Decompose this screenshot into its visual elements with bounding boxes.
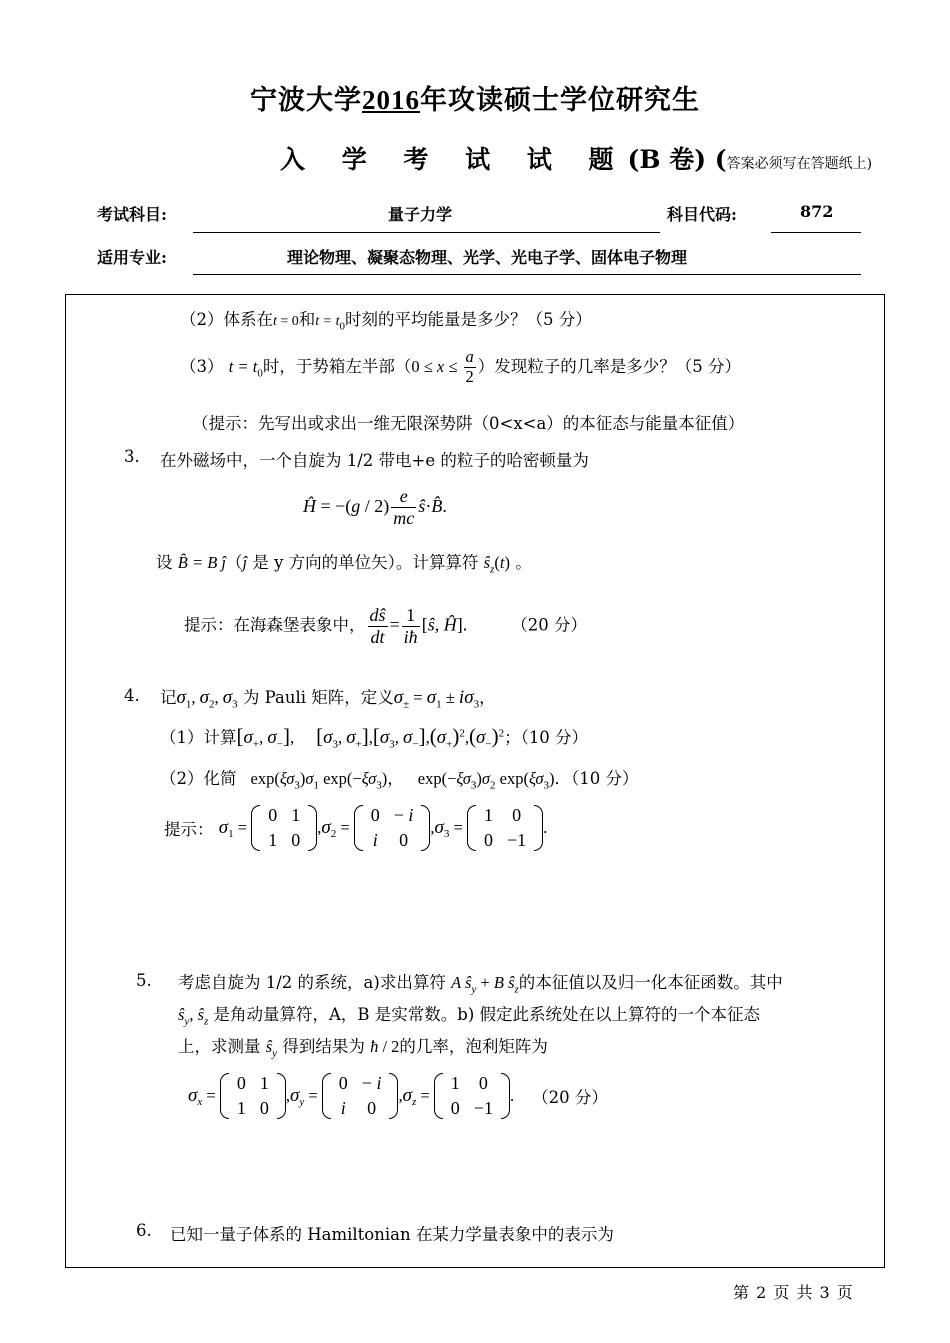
q5-number: 5. xyxy=(136,971,152,990)
q4-part1: （1）计算[$\sigma_+$, $\sigma_-$], [$\sigma_3$, $\sigma_+],[\sigma_3$, $\sigma_-],(\sigma_+)^2,(\sigma_-)^2$；（10 分） xyxy=(160,724,589,751)
exam-subtitle: 入 学 考 试 试 题(B 卷) (答案必须写在答题纸上) xyxy=(280,145,873,174)
code-label: 科目代码: xyxy=(667,205,737,224)
q3-number: 3. xyxy=(124,447,140,466)
q2-hint: （提示：先写出或求出一维无限深势阱（0<x<a）的本征态与能量本征值） xyxy=(192,414,745,433)
q2-part3: （3） $t = t_0$时，于势箱左半部（0 ≤ x ≤ $\frac{a}{2}$ ）发现粒子的几率是多少？（5 分） xyxy=(180,347,742,386)
q5-line3: 上，求测量 $ŝ_y$ 得到结果为 ħ / 2的几率，泡利矩阵为 xyxy=(178,1037,548,1060)
q5-line1: 考虑自旋为 1/2 的系统，a)求出算符 A $ŝ_y + B$ $ŝ_z$的本征值以及归一化本征函数。其中 xyxy=(178,973,783,996)
subject-label: 考试科目: xyxy=(97,205,167,224)
q2-part2: （2）体系在t = 0和$t = t_0$时刻的平均能量是多少？（5 分） xyxy=(180,310,592,333)
exam-year: 2016 xyxy=(362,85,420,115)
q5-pauli-matrices: $\sigma_x$ = 0 1 1 0 $,\sigma_y$ = 0 − i i 0 $,\sigma_z$ = 1 0 0 −1 . （20 分） xyxy=(188,1071,608,1121)
q3-hint: 提示：在海森堡表象中， $\frac{dŝ}{dt}$ = $\frac{1}{iħ}$ [ŝ, Ĥ]. （20 分） xyxy=(184,605,587,647)
q4-number: 4. xyxy=(124,686,140,705)
q4-hint: 提示： $\sigma_1$ = 0 1 1 0 $,\sigma_2$ = 0 − i i 0 $,\sigma_3$ = 1 0 0 −1 . xyxy=(164,803,547,853)
page-number: 第 2 页 共 3 页 xyxy=(733,1283,854,1302)
subject-value: 量子力学 xyxy=(388,205,453,224)
q6-number: 6. xyxy=(136,1221,152,1240)
q3-hamiltonian-formula: Ĥ = −(g / 2) $\frac{e}{mc}$ ŝ·B̂. xyxy=(303,486,447,528)
code-value: 872 xyxy=(800,202,834,221)
exam-title: 宁波大学2016年攻读硕士学位研究生 xyxy=(250,85,700,116)
q6-text: 已知一量子体系的 Hamiltonian 在某力学量表象中的表示为 xyxy=(170,1225,614,1244)
answer-note: 答案必须写在答题纸上) xyxy=(726,156,873,172)
q4-text: 记$\sigma_1$, $\sigma_2$, $\sigma_3$ 为 Pauli 矩阵，定义$\sigma_\pm = \sigma_1 \pm i\sigma_3$， xyxy=(160,687,496,711)
q3-text: 在外磁场中，一个自旋为 1/2 带电+e 的粒子的哈密顿量为 xyxy=(160,451,589,470)
q3-set-line: 设 B̂ = B ĵ（ĵ 是 y 方向的单位矢）。计算算符 $ŝ_z(t)$ 。 xyxy=(156,553,532,576)
q4-part2: （2）化简 $\exp(\xi\sigma_3)\sigma_1$ $\exp(-\xi\sigma_3)$， $\exp(-\xi\sigma_3)\sigma_2$ $\exp(\xi\sigma_3)$．（10 分） xyxy=(160,769,639,792)
q5-line2: $ŝ_y$, $ŝ_z$ 是角动量算符，A，B 是实常数。b) 假定此系统处在以上算符的一个本征态 xyxy=(178,1005,761,1028)
major-label: 适用专业: xyxy=(97,248,167,267)
major-value: 理论物理、凝聚态物理、光学、光电子学、固体电子物理 xyxy=(287,248,688,267)
